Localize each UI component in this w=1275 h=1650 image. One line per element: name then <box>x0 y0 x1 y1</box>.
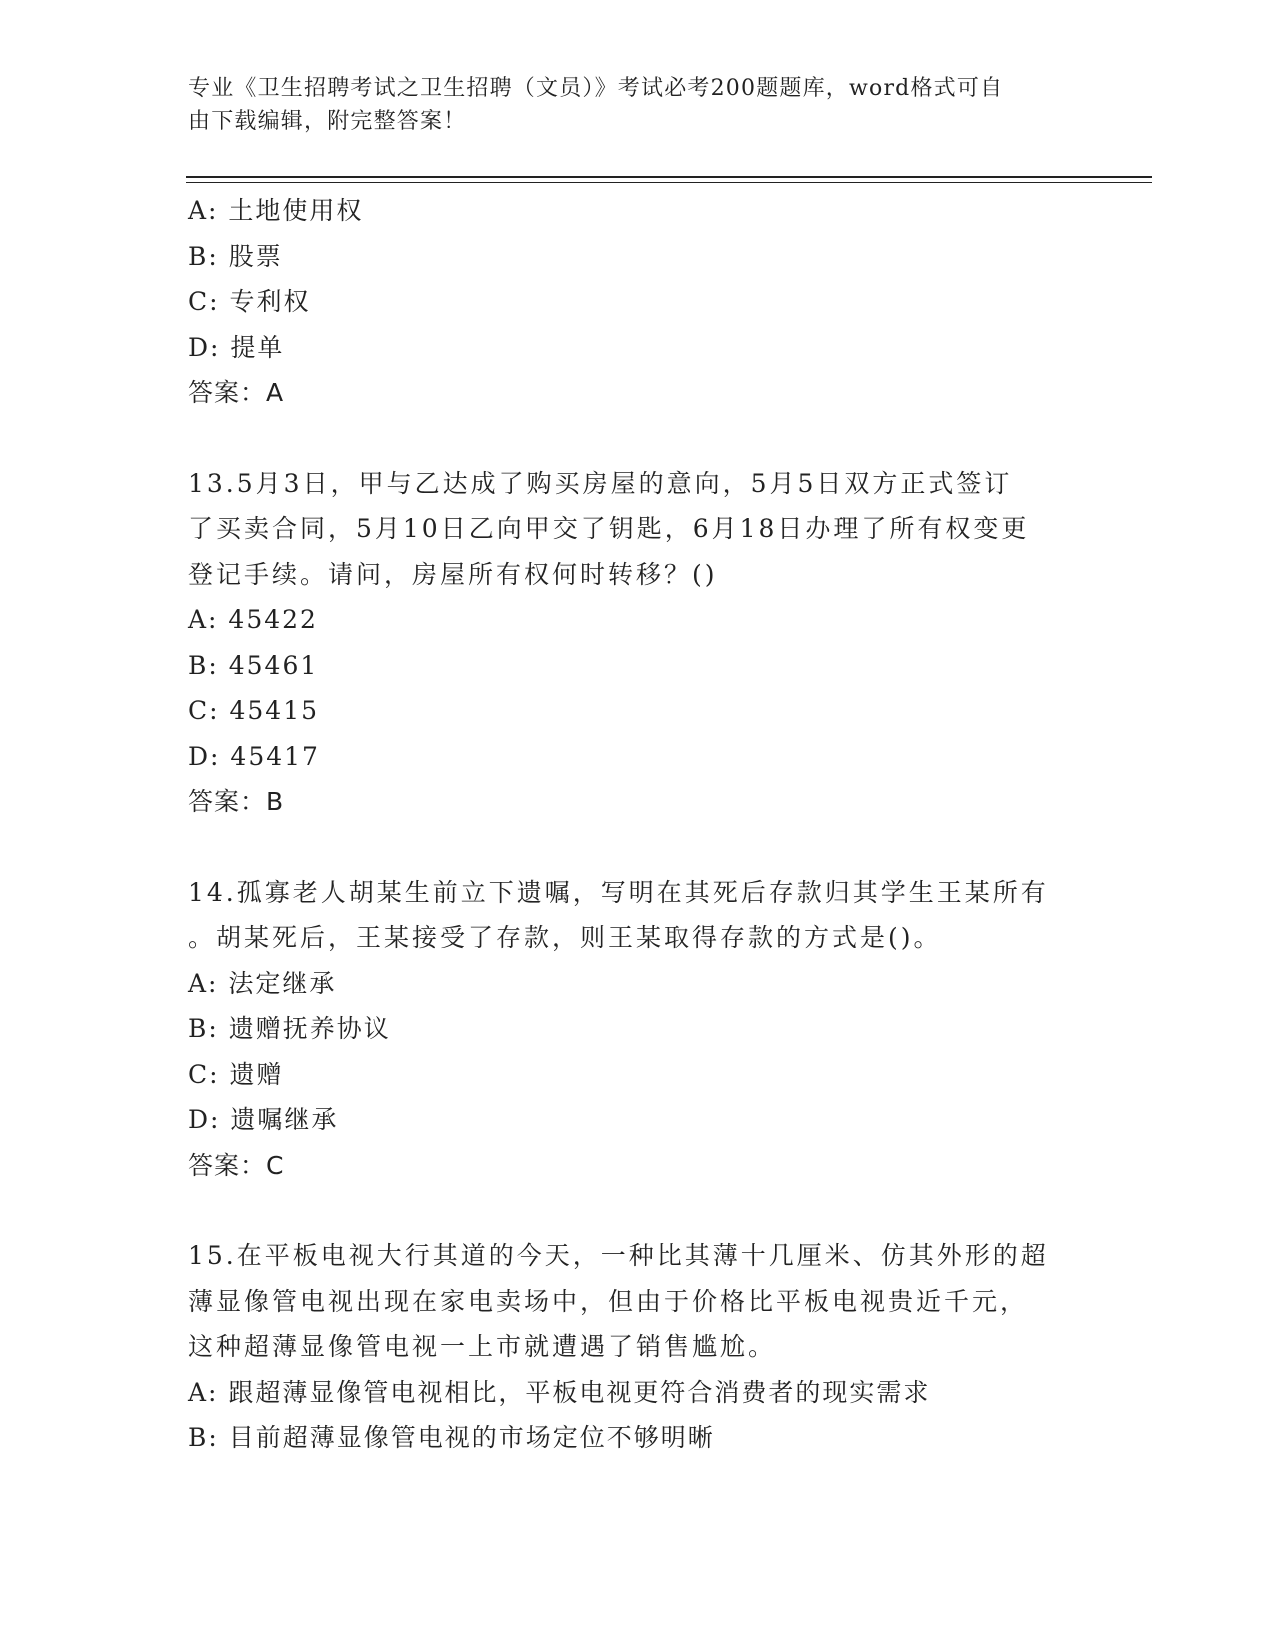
stem-line: 登记手续。请问，房屋所有权何时转移？() <box>188 559 718 589</box>
option-b: B: 股票 <box>188 241 283 271</box>
question-stem <box>188 1233 1088 1370</box>
question-13 <box>188 461 1088 825</box>
stem-line: 了买卖合同，5月10日乙向甲交了钥匙，6月18日办理了所有权变更 <box>188 514 1030 543</box>
document-header <box>188 72 1088 138</box>
option-a: A: 跟超薄显像管电视相比，平板电视更符合消费者的现实需求 <box>188 1377 931 1407</box>
option-d: D: 遗嘱继承 <box>188 1105 339 1134</box>
stem-line: 薄显像管电视出现在家电卖场中，但由于价格比平板电视贵近千元， <box>188 1286 1029 1316</box>
option-c: C: 遗赠 <box>188 1059 284 1089</box>
stem-line: 这种超薄显像管电视一上市就遭遇了销售尴尬。 <box>188 1332 777 1361</box>
question-12 <box>188 188 1088 416</box>
option-b: B: 目前超薄显像管电视的市场定位不够明晰 <box>188 1423 715 1452</box>
option-c: C: 专利权 <box>188 287 311 316</box>
question-stem <box>188 461 1088 598</box>
answer: 答案：A <box>188 378 285 407</box>
header-divider-thin <box>186 182 1152 183</box>
stem-line: 。胡某死后，王某接受了存款，则王某取得存款的方式是()。 <box>188 923 942 952</box>
question-list <box>188 188 1088 1461</box>
option-a: A: 45422 <box>188 605 318 634</box>
answer: 答案：B <box>188 787 285 816</box>
header-line-1: 专业《卫生招聘考试之卫生招聘（文员）》考试必考200题题库，word格式可自 <box>188 76 1004 101</box>
header-line-2: 由下载编辑，附完整答案！ <box>188 109 467 134</box>
option-a: A: 法定继承 <box>188 968 337 998</box>
stem-line: 14.孤寡老人胡某生前立下遗嘱，写明在其死后存款归其学生王某所有 <box>188 877 1049 907</box>
question-14 <box>188 870 1088 1189</box>
option-d: D: 45417 <box>188 741 320 771</box>
option-c: C: 45415 <box>188 696 320 725</box>
option-b: B: 45461 <box>188 650 319 680</box>
question-15 <box>188 1233 1088 1461</box>
option-b: B: 遗赠抚养协议 <box>188 1014 391 1043</box>
answer: 答案：C <box>188 1150 285 1180</box>
header-divider <box>186 176 1152 178</box>
option-a: A: 土地使用权 <box>188 196 364 225</box>
stem-line: 15.在平板电视大行其道的今天，一种比其薄十几厘米、仿其外形的超 <box>188 1241 1049 1270</box>
option-d: D: 提单 <box>188 332 285 362</box>
question-stem <box>188 870 1088 961</box>
stem-line: 13.5月3日，甲与乙达成了购买房屋的意向，5月5日双方正式签订 <box>188 468 1013 498</box>
